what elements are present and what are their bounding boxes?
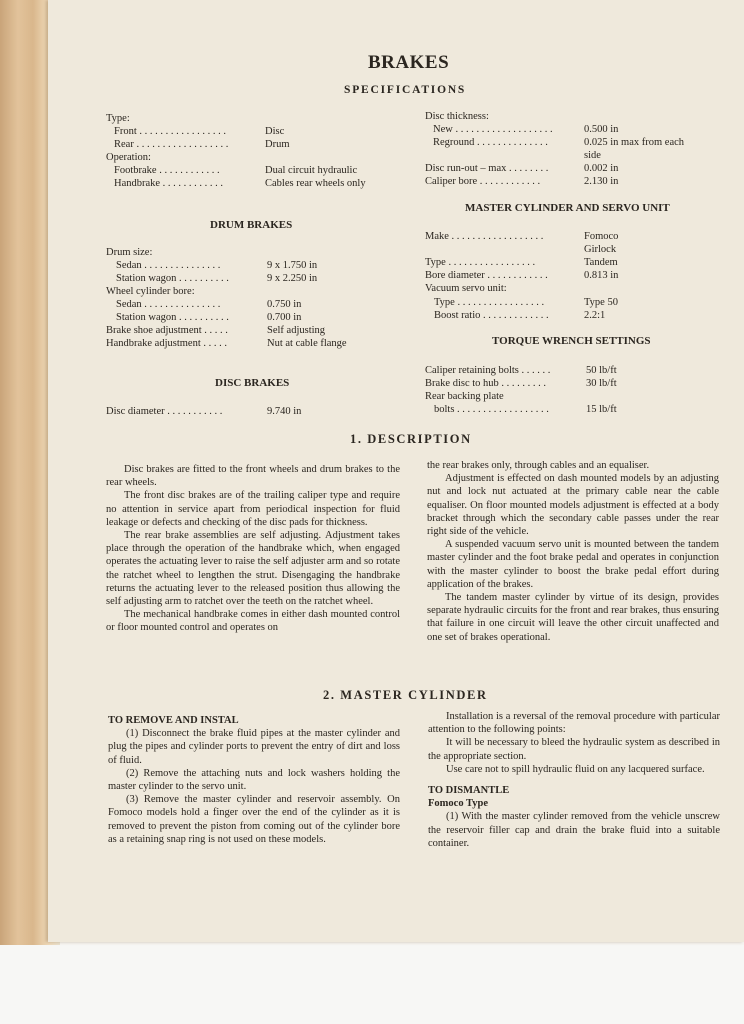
description-left-column [106,463,400,635]
spec-label: Disc diameter . . . . . . . . . . . [106,406,223,417]
spec-value: 2.2:1 [584,310,606,321]
spec-value: Dual circuit hydraulic [265,165,358,176]
spec-value: 0.002 in [584,163,619,174]
subsection-subheading: Fomoco Type [428,798,488,810]
paragraph: Disc brakes are fitted to the front wheels and drum brakes to the rear wheels. [106,464,400,489]
spec-label: Sedan . . . . . . . . . . . . . . . [116,299,221,310]
spec-value: Girlock [584,244,617,255]
spec-value: Nut at cable flange [267,338,347,349]
spec-value: Disc [265,126,285,137]
spec-value: 50 lb/ft [586,365,617,376]
spec-value: Type 50 [584,297,618,308]
description-right-column [427,459,719,644]
spec-value: 0.500 in [584,124,619,135]
spec-label: Reground . . . . . . . . . . . . . . [433,137,548,148]
spec-label: Brake shoe adjustment . . . . . [106,325,228,336]
spec-label: Operation: [106,152,151,163]
spec-label: Rear . . . . . . . . . . . . . . . . . . [114,139,229,150]
paragraph: (3) Remove the master cylinder and reservoir assembly. On Fomoco models hold a finger over the end of the cylinder as it is removed to prevent the piston from coming out of the cylinder bore as a retaining snap ring is not used on these models. [108,794,400,845]
spec-value: 2.130 in [584,176,619,187]
spec-label: Type . . . . . . . . . . . . . . . . . [425,257,536,268]
scan-background [0,945,744,1024]
spec-value: Tandem [584,257,618,268]
paragraph: A suspended vacuum servo unit is mounted between the tandem master cylinder and the foot brake pedal and operates in conjunction with the master cylinder to boost the brake pedal effort during application of the brakes. [427,539,719,590]
paragraph: (2) Remove the attaching nuts and lock washers holding the master cylinder to the servo unit. [108,767,400,793]
installation-column [428,710,720,850]
master-cylinder-servo-heading: MASTER CYLINDER AND SERVO UNIT [465,202,670,214]
spec-label: Make . . . . . . . . . . . . . . . . . . [425,231,544,242]
spec-value: Fomoco [584,231,619,242]
torque-wrench-heading: TORQUE WRENCH SETTINGS [492,335,651,347]
spec-label: Handbrake adjustment . . . . . [106,338,228,349]
paragraph: The front disc brakes are of the trailing caliper type and require no attention in service apart from periodical inspection for fluid leakage or defects and checking of the disc pads for thickness. [106,490,400,528]
spec-label: Disc thickness: [425,111,489,122]
spec-value: 30 lb/ft [586,378,617,389]
specifications-heading: SPECIFICATIONS [344,84,467,96]
spec-label: bolts . . . . . . . . . . . . . . . . . . [434,404,549,415]
paragraph: (1) Disconnect the brake fluid pipes at the master cylinder and plug the pipes and cylinder ports to prevent the entry of dirt and loss of fluid. [108,728,400,766]
spec-label: Footbrake . . . . . . . . . . . . [114,165,220,176]
spec-value: 0.750 in [267,299,302,310]
spec-label: New . . . . . . . . . . . . . . . . . . . [433,124,553,135]
paragraph: Adjustment is effected on dash mounted models by an adjusting nut and lock nut actuated at the primary cable near the cable equaliser. On floor mounted models adjustment is effected at a body bracket through which the secondary cable passes under the rear right side of the vehicle. [427,473,719,538]
spec-value: 9.740 in [267,406,302,417]
remove-instal-column [108,714,400,846]
section-heading-master-cylinder: 2. MASTER CYLINDER [323,688,488,702]
spec-value: 0.813 in [584,270,619,281]
paragraph: Installation is a reversal of the removal procedure with particular attention to the following points: [428,711,720,736]
paragraph: The tandem master cylinder by virtue of its design, provides separate hydraulic circuits for the front and rear brakes, thus ensuring that failure in one circuit will leave the other circuit unaffected and one set of brakes operational. [427,592,719,643]
page-title: BRAKES [368,52,450,73]
spec-label: Disc run-out – max . . . . . . . . [425,163,549,174]
drum-brakes-heading: DRUM BRAKES [210,219,293,231]
subsection-heading: TO REMOVE AND INSTAL [108,715,239,726]
spec-label: Caliper retaining bolts . . . . . . [425,365,551,376]
spec-label: Vacuum servo unit: [425,283,507,294]
spec-label: Station wagon . . . . . . . . . . [116,312,229,323]
section-heading-description: 1. DESCRIPTION [350,432,472,446]
spec-label: Brake disc to hub . . . . . . . . . [425,378,547,389]
spec-value: Cables rear wheels only [265,178,366,189]
spec-label: Boost ratio . . . . . . . . . . . . . [434,310,549,321]
spec-label: Type . . . . . . . . . . . . . . . . . [434,297,545,308]
spec-label: Wheel cylinder bore: [106,286,195,297]
paragraph: (1) With the master cylinder removed from the vehicle unscrew the reservoir filler cap and drain the brake fluid into a suitable container. [428,811,720,849]
disc-brakes-heading: DISC BRAKES [215,377,290,389]
spec-value: 15 lb/ft [586,404,617,415]
spec-label: Caliper bore . . . . . . . . . . . . [425,176,541,187]
spec-label: Type: [106,113,130,124]
spec-label: Bore diameter . . . . . . . . . . . . [425,270,548,281]
spec-value: Drum [265,139,290,150]
subsection-heading: TO DISMANTLE [428,785,510,797]
spec-value: 9 x 1.750 in [267,260,318,271]
spec-label: Handbrake . . . . . . . . . . . . [114,178,224,189]
spec-value: 0.700 in [267,312,302,323]
paragraph: the rear brakes only, through cables and an equaliser. [427,460,650,471]
spec-value: Self adjusting [267,325,326,336]
spec-label: Front . . . . . . . . . . . . . . . . . [114,126,227,137]
paragraph: It will be necessary to bleed the hydraulic system as described in the appropriate section. [428,737,720,762]
spec-label: Sedan . . . . . . . . . . . . . . . [116,260,221,271]
paragraph: Use care not to spill hydraulic fluid on any lacquered surface. [446,763,705,775]
spec-value: side [584,150,601,161]
spec-value: 9 x 2.250 in [267,273,318,284]
paragraph: The rear brake assemblies are self adjusting. Adjustment takes place through the operation of the handbrake which, when engaged operates the actuating lever to raise the self adjuster arm and so rotate the ratchet wheel to lengthen the strut. Disengaging the handbrake returns the actuating lever to the released position thus allowing the self adjusting arm to ratchet over the teeth on the ratchet wheel. [106,530,400,608]
spec-label: Station wagon . . . . . . . . . . [116,273,229,284]
spec-label: Rear backing plate [425,391,504,402]
spec-label: Drum size: [106,247,153,258]
spec-value: 0.025 in max from each [584,137,685,148]
paragraph: The mechanical handbrake comes in either dash mounted control or floor mounted control and operates on [106,609,400,634]
